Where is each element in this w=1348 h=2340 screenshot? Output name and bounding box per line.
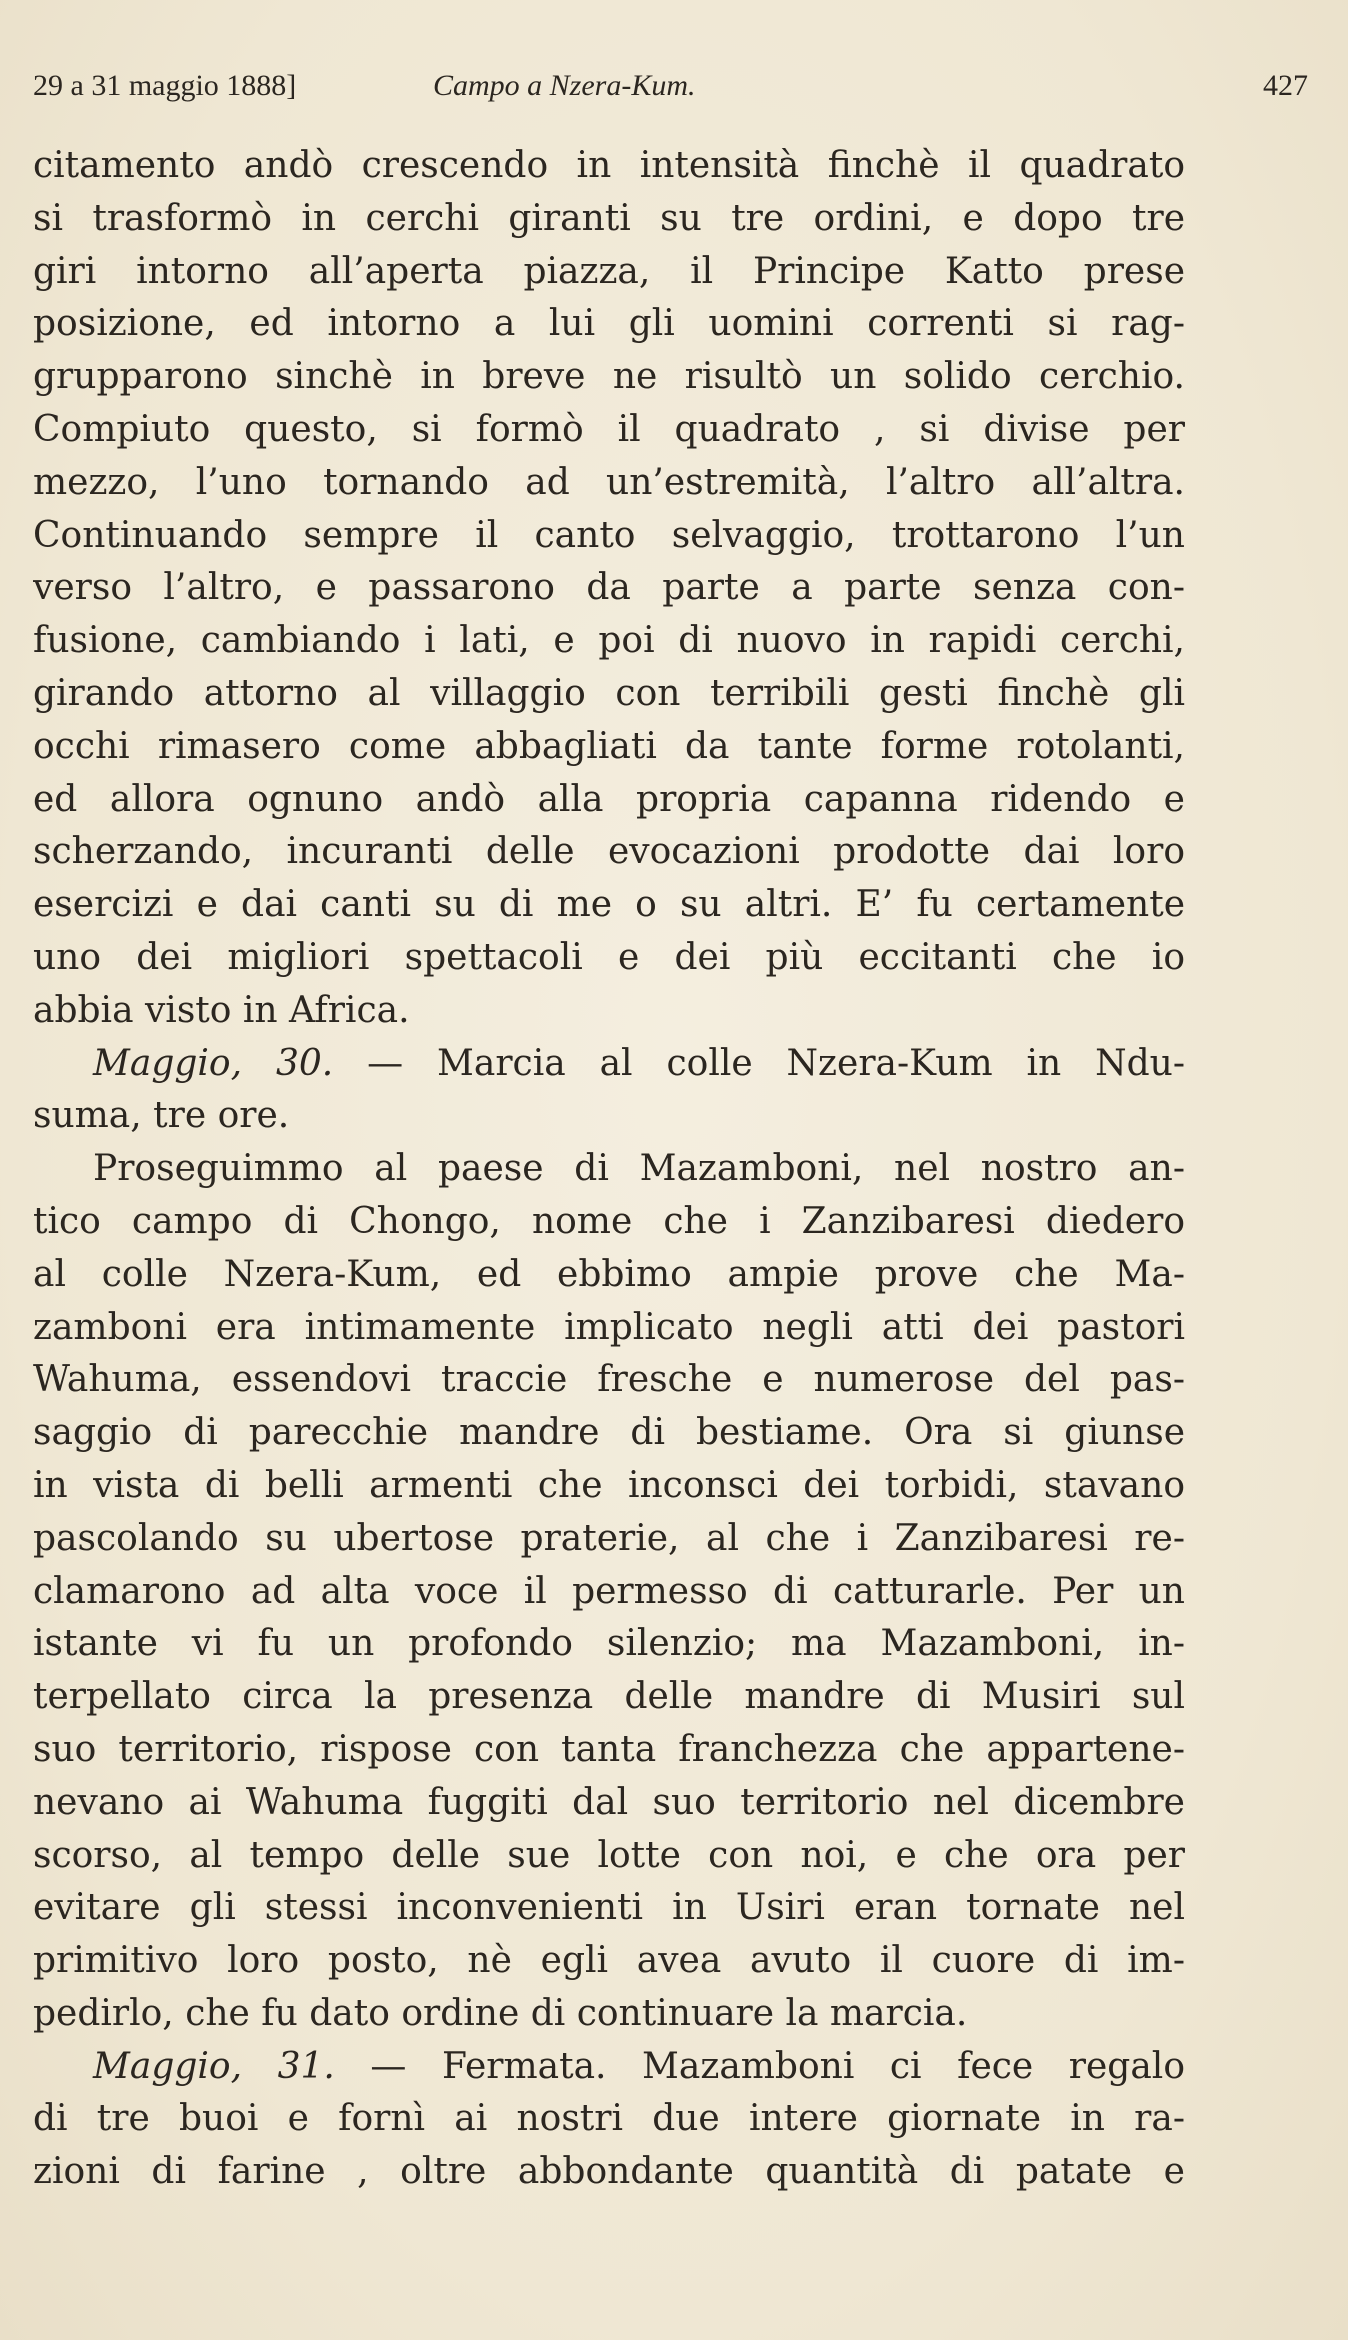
text-line: nevano ai Wahuma fuggiti dal suo territorio nel dicembre [33,1781,1185,1823]
diary-entry-heading [33,1038,1185,1091]
running-head-title: Campo a Nzera-Kum. [433,69,696,102]
text-line: abbia visto in Africa. [33,989,410,1031]
text-line: primitivo loro posto, nè egli avea avuto il cuore di im- [33,1940,1185,1982]
running-head-dates: 29 a 31 maggio 1888] [33,69,297,102]
text-line: girando attorno al villaggio con terribili gesti finchè gli [33,672,1185,714]
body-text [33,140,1185,2199]
text-line: di tre buoi e fornì ai nostri due intere giornate in ra- [33,2098,1185,2140]
text-line: al colle Nzera-Kum, ed ebbimo ampie prove che Ma- [33,1253,1185,1295]
text-line: scherzando, incuranti delle evocazioni prodotte dai loro [33,831,1185,873]
text-line: citamento andò crescendo in intensità finchè il quadrato [33,145,1185,186]
entry-date: Maggio, 30. [93,1042,334,1084]
text-line: saggio di parecchie mandre di bestiame. Ora si giunse [33,1412,1185,1454]
text-line: zamboni era intimamente implicato negli atti dei pastori [33,1306,1185,1348]
text-line: pedirlo, che fu dato ordine di continuare la marcia. [33,1992,968,2034]
text-line: occhi rimasero come abbagliati da tante forme rotolanti, [33,725,1185,767]
text-line: suo territorio, rispose con tanta franchezza che appartene- [33,1728,1185,1770]
text-line: si trasformò in cerchi giranti su tre ordini, e dopo tre [33,197,1185,239]
text-line: verso l’altro, e passarono da parte a parte senza con- [33,567,1185,609]
text-line: mezzo, l’uno tornando ad un’estremità, l’altro all’altra. [33,461,1185,503]
text-line: evitare gli stessi inconvenienti in Usiri eran tornate nel [33,1887,1185,1929]
text-line: esercizi e dai canti su di me o su altri. E’ fu certamente [33,884,1185,926]
text-line: istante vi fu un profondo silenzio; ma Mazamboni, in- [33,1623,1185,1665]
running-head [33,66,1308,106]
text-line: fusione, cambiando i lati, e poi di nuovo in rapidi cerchi, [33,620,1185,662]
text-line: terpellato circa la presenza delle mandre di Musiri sul [33,1676,1185,1718]
diary-entry-heading [33,2041,1185,2094]
entry-text: — Fermata. Mazamboni ci fece regalo [334,2045,1185,2087]
text-line: suma, tre ore. [33,1095,290,1137]
text-line: scorso, al tempo delle sue lotte con noi, e che ora per [33,1834,1185,1876]
text-line: pascolando su ubertose praterie, al che i Zanzibaresi re- [33,1517,1185,1559]
text-line: tico campo di Chongo, nome che i Zanzibaresi diedero [33,1200,1185,1242]
text-line: posizione, ed intorno a lui gli uomini correnti si rag- [33,303,1185,345]
text-line: zioni di farine , oltre abbondante quantità di patate e [33,2151,1185,2193]
text-line: uno dei migliori spettacoli e dei più eccitanti che io [33,936,1185,978]
text-line: Proseguimmo al paese di Mazamboni, nel nostro an- [93,1148,1185,1190]
text-line: ed allora ognuno andò alla propria capanna ridendo e [33,778,1185,820]
entry-text: — Marcia al colle Nzera-Kum in Ndu- [333,1042,1185,1084]
text-line: Compiuto questo, si formò il quadrato , si divise per [33,408,1185,450]
entry-date: Maggio, 31. [93,2045,335,2087]
text-line: Wahuma, essendovi traccie fresche e numerose del pas- [33,1359,1185,1401]
text-line: giri intorno all’aperta piazza, il Principe Katto prese [33,250,1185,292]
page-number: 427 [1263,69,1308,102]
text-line: grupparono sinchè in breve ne risultò un solido cerchio. [33,356,1185,398]
text-line: clamarono ad alta voce il permesso di catturarle. Per un [33,1570,1185,1612]
text-line: in vista di belli armenti che inconsci dei torbidi, stavano [33,1464,1185,1506]
text-line: Continuando sempre il canto selvaggio, trottarono l’un [33,514,1185,556]
